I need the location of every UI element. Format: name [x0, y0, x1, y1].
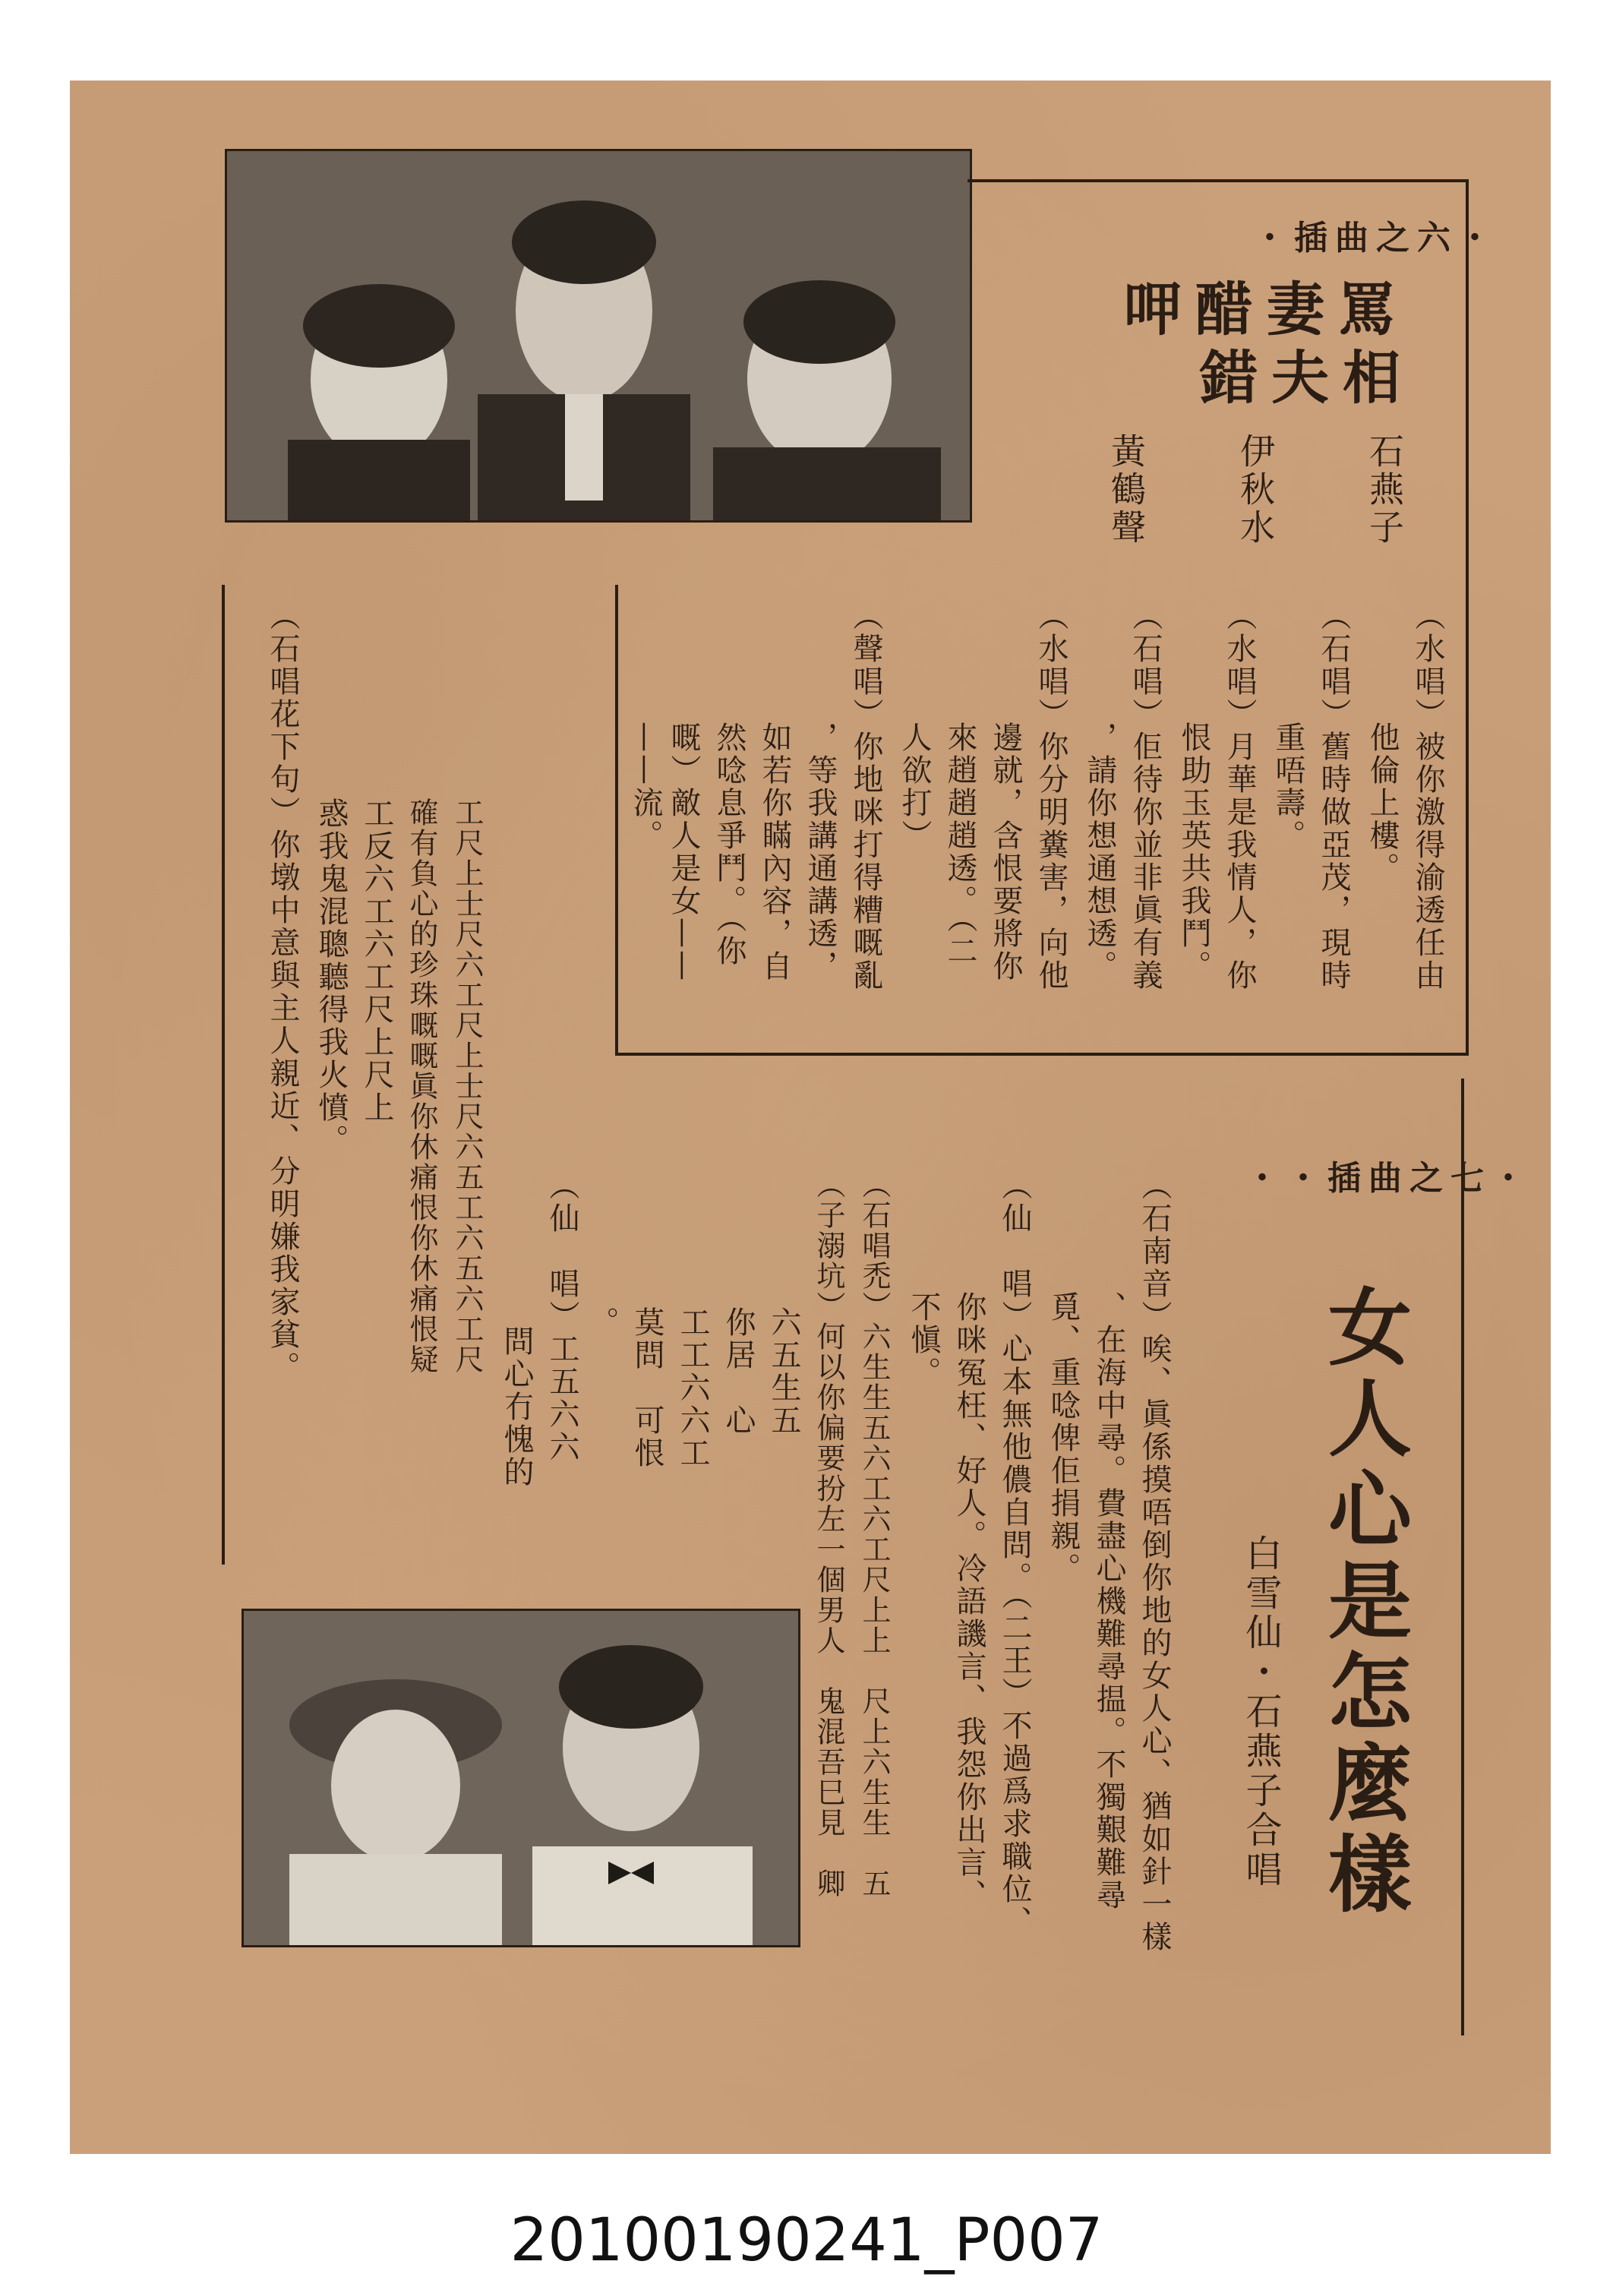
- s7-line: （石唱花下句）你墩中意與主人親近、分明嫌我家貧。: [265, 600, 300, 1384]
- s7-line: 覓、重唸俾佢捐親。: [1046, 1291, 1081, 1585]
- s7-line: 問心冇愧的: [499, 1325, 534, 1489]
- performer-3: 黃鶴聲: [1106, 433, 1147, 547]
- s7-line: 不愼。: [906, 1291, 941, 1389]
- section6-bottom-rule: [617, 1053, 1469, 1056]
- photo-couple-figure: [244, 1611, 798, 1945]
- section6-top-rule: [967, 179, 1469, 182]
- s6-line: ，等我講通講透，: [803, 722, 838, 983]
- section6-tag: ・插曲之六・: [1253, 219, 1499, 257]
- s7-line: （仙 唱）心本無他儂自問。（二王）不過爲求職位、: [997, 1170, 1032, 1938]
- section6-title-1: 呷醋妻罵: [1124, 276, 1409, 343]
- s7-line: 工反六工六工尺上尺上: [359, 797, 394, 1124]
- s7-line: （石南音）唉、眞係摸唔倒你地的女人心、猶如針一樣: [1137, 1170, 1172, 1953]
- s6-line: （水唱）你分明糞害，向他: [1034, 600, 1068, 992]
- section7-credit: 白雪仙・石燕子合唱: [1239, 1534, 1282, 1890]
- photo-three-men-figure: [227, 151, 970, 520]
- s6-line: 然唸息爭鬥。（你: [712, 722, 747, 968]
- s6-line: （石唱）佢待你並非眞有義: [1128, 600, 1163, 992]
- section7-right-rule: [1461, 1079, 1464, 2035]
- s6-line: ——流。: [628, 722, 663, 852]
- photo-three-men: [225, 149, 972, 523]
- section7-title: 女人心是怎麼樣: [1315, 1284, 1413, 1922]
- s6-line: （水唱）被你激得渝透任由: [1410, 600, 1445, 992]
- s7-line: 、在海中尋。費盡心機難尋揾。不獨艱難尋: [1091, 1291, 1126, 1912]
- s6-line: 他倫上樓。: [1365, 722, 1400, 885]
- s6-line: 恨助玉英共我鬥。: [1176, 722, 1211, 983]
- s7-line: 確有負心的珍珠嘅嘅眞你休痛恨你休痛恨疑: [405, 797, 438, 1375]
- s7-line: （石唱禿）六生生五六工六工尺上上 尺上六生生 五: [857, 1170, 891, 1899]
- catalog-caption: 20100190241_P007: [510, 2206, 1103, 2275]
- s7-line: 惑我鬼混聰聽得我火憤。: [314, 797, 349, 1157]
- s7-line: 工工六六工: [675, 1306, 710, 1470]
- performer-2: 伊秋水: [1235, 433, 1276, 547]
- s7-line: 你咪冤枉、好人。冷語譏言、我怨你出言、: [952, 1291, 986, 1912]
- s6-line: 人欲打）: [897, 722, 932, 852]
- s6-line: ，請你想通想透。: [1082, 722, 1117, 983]
- s7-line: （子溺坑）何以你偏要扮左一個男人 鬼混吾巳見 卿: [812, 1170, 845, 1899]
- s7-line: 莫問 可恨: [630, 1306, 664, 1470]
- s6-line: 嘅）敵人是女——: [666, 722, 701, 983]
- s6-line: （聲唱）你地咪打得糟嘅亂: [848, 600, 883, 992]
- s7-line: （仙 唱）工五六六: [545, 1170, 579, 1464]
- s6-line: 重唔壽。: [1271, 722, 1305, 852]
- s6-line: （石唱）舊時做亞茂，現時: [1316, 600, 1351, 992]
- s6-line: 來趙趙趙透。（二: [942, 722, 977, 968]
- s6-line: 邊就，含恨要將你: [988, 722, 1023, 983]
- section6-title-2: 錯夫相: [1200, 344, 1414, 412]
- section7-tag: ・・插曲之七・: [1245, 1159, 1533, 1198]
- s7-line: 六五生五: [766, 1306, 801, 1437]
- photo-couple: [241, 1609, 800, 1947]
- section6-right-rule: [1466, 179, 1469, 1053]
- s6-line: （水唱）月華是我情人，你: [1222, 600, 1257, 992]
- left-column-rule: [222, 585, 225, 1565]
- section6-left-rule: [615, 585, 618, 1056]
- s7-line: 你居 心: [721, 1306, 756, 1437]
- performer-1: 石燕子: [1364, 433, 1405, 547]
- s7-line: 。: [584, 1306, 619, 1339]
- s7-line: 工尺上士尺六工尺上士尺六五工六五六工尺: [450, 797, 484, 1375]
- s6-line: 如若你瞞內容，自: [757, 722, 792, 983]
